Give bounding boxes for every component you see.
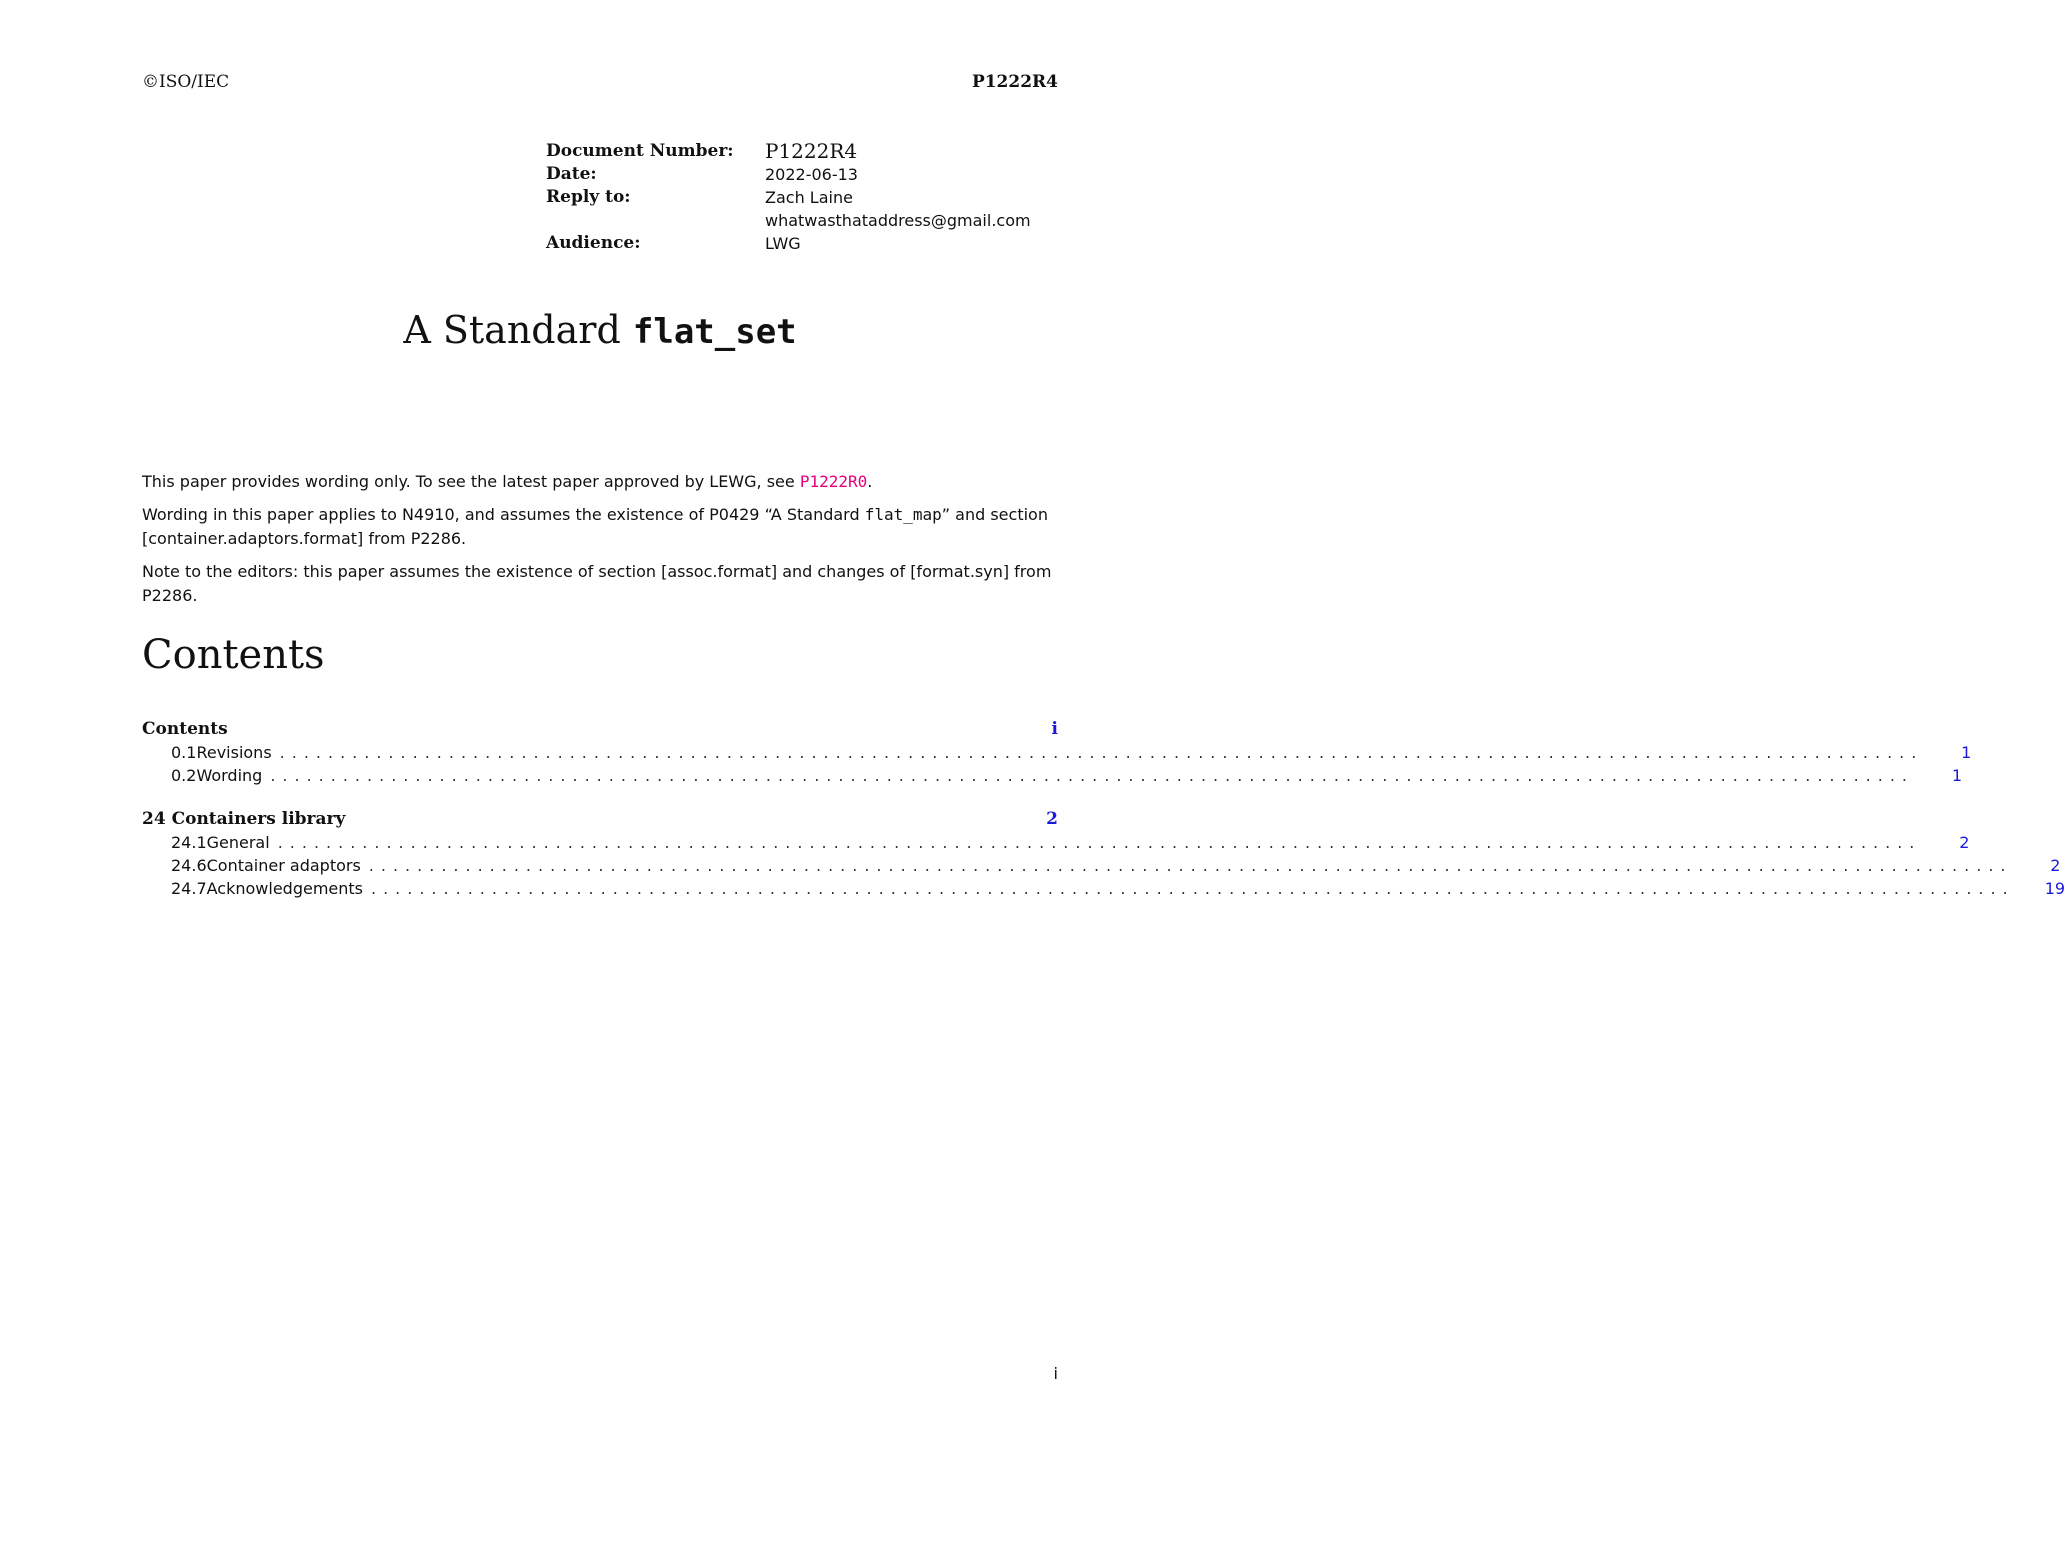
meta-label-empty bbox=[546, 209, 765, 232]
toc-entry-number: 0.2 bbox=[171, 766, 197, 785]
toc-entry-contents[interactable] bbox=[142, 719, 1058, 743]
title-code: flat_set bbox=[632, 312, 797, 352]
footer-page-number: i bbox=[1053, 1364, 1058, 1383]
paragraph-text: This paper provides wording only. To see the latest paper approved by LEWG, see bbox=[142, 472, 795, 491]
contents-heading: Contents bbox=[142, 632, 325, 678]
toc-page-link[interactable]: 1 bbox=[1951, 766, 1963, 785]
toc-entry-general[interactable] bbox=[142, 833, 1970, 856]
meta-value: 2022-06-13 bbox=[765, 165, 858, 184]
toc-leader-dots: ........................................................................................................................................ bbox=[371, 879, 2015, 898]
toc-entry-number: 24.6 bbox=[171, 856, 207, 875]
toc-page-link[interactable]: 19 bbox=[2044, 879, 2065, 898]
toc-page-link[interactable]: 2 bbox=[1046, 809, 1058, 829]
meta-value: Zach Laine bbox=[765, 188, 853, 207]
header-copyright: ©ISO/IEC bbox=[142, 72, 230, 92]
document-metadata bbox=[546, 140, 1031, 255]
toc-entry-label: Acknowledgements bbox=[206, 879, 363, 898]
paper-title bbox=[0, 308, 1200, 352]
intro-paragraph-2 bbox=[142, 503, 1058, 551]
p1222r0-link[interactable]: P1222R0 bbox=[799, 472, 868, 491]
toc-entry-revisions[interactable] bbox=[142, 743, 1972, 766]
reply-email[interactable]: whatwasthataddress@gmail.com bbox=[765, 211, 1031, 230]
meta-row-date bbox=[546, 163, 1031, 186]
meta-label: Reply to: bbox=[546, 187, 631, 207]
toc-page-link[interactable]: 2 bbox=[2050, 856, 2061, 875]
toc-entry-number: 0.1 bbox=[171, 743, 197, 762]
toc-leader-dots: ........................................................................................................................................ bbox=[277, 833, 1922, 852]
toc-entry-number: 24.1 bbox=[171, 833, 207, 852]
title-prefix: A Standard bbox=[403, 308, 621, 352]
meta-row-reply bbox=[546, 186, 1031, 209]
toc-entry-label: Wording bbox=[196, 766, 263, 785]
toc-page-link[interactable]: 1 bbox=[1961, 743, 1972, 762]
meta-row-email bbox=[546, 209, 1031, 232]
meta-label: Document Number: bbox=[546, 141, 734, 161]
header-doc-id: P1222R4 bbox=[971, 72, 1058, 92]
paragraph-text: Wording in this paper applies to N4910, and assumes the existence of P0429 “A Standard bbox=[142, 505, 860, 524]
toc-entry-number: 24.7 bbox=[171, 879, 207, 898]
toc-entry-containers-library[interactable] bbox=[142, 809, 1058, 833]
meta-row-audience bbox=[546, 232, 1031, 255]
toc-entry-container-adaptors[interactable] bbox=[142, 856, 2061, 879]
meta-row-doc-number bbox=[546, 140, 1031, 163]
paragraph-text: . bbox=[867, 472, 873, 491]
toc-entry-acknowledgements[interactable] bbox=[142, 879, 2065, 902]
meta-label: Audience: bbox=[546, 233, 641, 253]
intro-text bbox=[142, 470, 1058, 617]
intro-paragraph-3: Note to the editors: this paper assumes the existence of section [assoc.format] and changes of [format.syn] from P2286. bbox=[142, 562, 1052, 605]
toc-leader-dots: ........................................................................................................................................ bbox=[279, 743, 1924, 762]
toc-entry-label: Container adaptors bbox=[206, 856, 361, 875]
inline-code: flat_map bbox=[864, 505, 942, 524]
toc-leader-dots: ........................................................................................................................................ bbox=[270, 766, 1915, 785]
toc-entry-wording[interactable] bbox=[142, 766, 1963, 789]
toc-page-link[interactable]: i bbox=[1051, 719, 1058, 739]
meta-label: Date: bbox=[546, 164, 597, 184]
toc-entry-label: Contents bbox=[142, 719, 228, 739]
paragraph-text: ” and section [container.adaptors.format] from P2286. bbox=[142, 505, 1048, 548]
meta-value: LWG bbox=[765, 234, 801, 253]
table-of-contents bbox=[142, 719, 2065, 902]
intro-paragraph-1 bbox=[142, 470, 1058, 494]
toc-page-link[interactable]: 2 bbox=[1959, 833, 1970, 852]
toc-entry-label: General bbox=[206, 833, 270, 852]
toc-gap bbox=[142, 789, 1058, 809]
toc-entry-label: 24 Containers library bbox=[142, 809, 346, 829]
toc-leader-dots: ........................................................................................................................................ bbox=[368, 856, 2013, 875]
meta-value: P1222R4 bbox=[765, 139, 858, 163]
toc-entry-label: Revisions bbox=[196, 743, 272, 762]
